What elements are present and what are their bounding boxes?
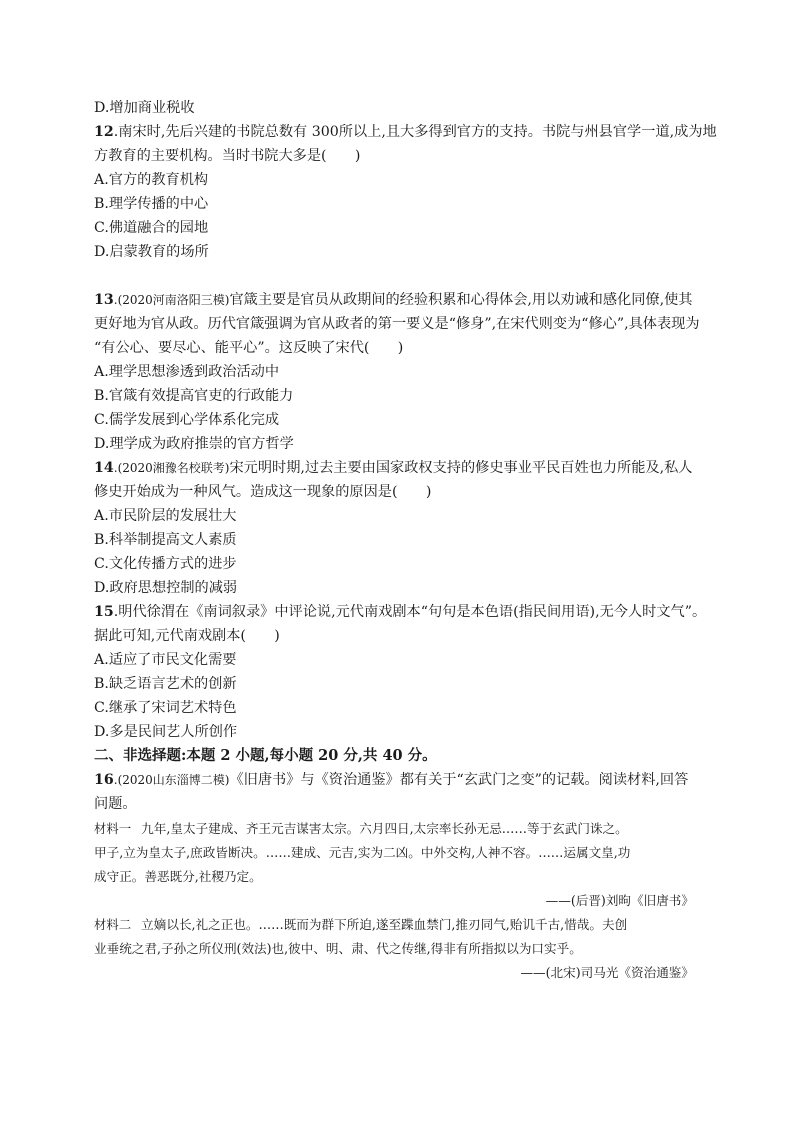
q13-source: .(2020河南洛阳三模) (113, 293, 230, 307)
q12-option-b: B.理学传播的中心 (94, 196, 209, 212)
q15-option-c: C.继承了宋词艺术特色 (94, 700, 237, 716)
material-2-label: 材料二 (94, 917, 132, 932)
q13-option-b: B.官箴有效提高官吏的行政能力 (94, 388, 294, 404)
material-2-text: 立嫡以长,礼之正也。……既而为群下所迫,遂至蹀血禁门,推刃同气,贻讥千古,惜哉。夫创 (141, 917, 628, 932)
q12-stem-line2: 方教育的主要机构。当时书院大多是( ) (94, 148, 361, 164)
q14-stem-line2: 修史开始成为一种风气。造成这一现象的原因是( ) (94, 484, 432, 500)
material-2-line1 (94, 914, 627, 936)
material-2-source: ——(北宋)司马光《资治通鉴》 (520, 965, 694, 980)
q15-stem-text: .明代徐渭在《南词叙录》中评论说,元代南戏剧本“句句是本色语(指民间用语),无今人时文气”。 (113, 604, 707, 620)
q14-stem-line1 (94, 456, 693, 480)
material-1-source: ——(后晋)刘昫《旧唐书》 (545, 893, 694, 908)
q12-number: 12 (94, 124, 114, 140)
material-1-line2: 甲子,立为皇太子,庶政皆断决。……建成、元吉,实为二凶。中外交构,人神不容。……运属文皇,功 (94, 845, 631, 860)
q16-stem-text: 《旧唐书》与《资治通鉴》都有关于“玄武门之变”的记载。阅读材料,回答 (229, 772, 689, 788)
q14-stem-text: 宋元明时期,过去主要由国家政权支持的修史事业平民百姓也力所能及,私人 (229, 460, 693, 476)
q12-stem-text: .南宋时,先后兴建的书院总数有 300所以上,且大多得到官方的支持。书院与州县官学一道,成为地 (113, 124, 717, 140)
material-1-text: 九年,皇太子建成、齐王元吉谋害太宗。六月四日,太宗率长孙无忌……等于玄武门诛之。 (141, 821, 628, 836)
q13-option-c: C.儒学发展到心学体系化完成 (94, 412, 280, 428)
q13-stem-line2: 更好地为官从政。历代官箴强调为官从政者的第一要义是“修身”,在宋代则变为“修心”,具体表现为 (94, 316, 700, 332)
q12-stem-line1 (94, 120, 717, 144)
q16-source: .(2020山东淄博二模) (113, 773, 230, 787)
material-1-line3: 成守正。善恶既分,社稷乃定。 (94, 869, 262, 884)
q13-stem-line3: “有公心、要尽心、能平心”。这反映了宋代( ) (94, 340, 404, 356)
q14-option-a: A.市民阶层的发展壮大 (94, 508, 237, 524)
material-2-line2: 业垂统之君,子孙之所仪刑(效法)也,彼中、明、肃、代之传继,得非有所指拟以为口实乎。 (94, 941, 582, 956)
q15-stem-line1 (94, 600, 706, 624)
q11-option-d: D.增加商业税收 (94, 100, 195, 116)
q15-number: 15 (94, 604, 114, 620)
q13-number: 13 (94, 292, 114, 308)
q12-option-d: D.启蒙教育的场所 (94, 244, 209, 260)
q15-option-d: D.多是民间艺人所创作 (94, 724, 238, 740)
q14-source: .(2020湘豫名校联考) (113, 461, 230, 475)
q13-stem-line1 (94, 288, 693, 312)
q13-option-a: A.理学思想渗透到政治活动中 (94, 364, 280, 380)
q12-option-c: C.佛道融合的园地 (94, 220, 209, 236)
q15-stem-line2: 据此可知,元代南戏剧本( ) (94, 628, 280, 644)
q14-option-c: C.文化传播方式的进步 (94, 556, 237, 572)
q13-stem-text: 官箴主要是官员从政期间的经验积累和心得体会,用以劝诫和感化同僚,使其 (229, 292, 693, 308)
q12-option-a: A.官方的教育机构 (94, 172, 209, 188)
material-1-line1 (94, 818, 628, 840)
q14-option-b: B.科举制提高文人素质 (94, 532, 237, 548)
q16-number: 16 (94, 772, 114, 788)
q14-number: 14 (94, 460, 114, 476)
q16-stem-line2: 问题。 (94, 796, 137, 812)
material-1-label: 材料一 (94, 821, 132, 836)
q13-option-d: D.理学成为政府推崇的官方哲学 (94, 436, 294, 452)
section-2-heading: 二、非选择题:本题 2 小题,每小题 20 分,共 40 分。 (94, 747, 437, 764)
q14-option-d: D.政府思想控制的减弱 (94, 580, 238, 596)
q15-option-a: A.适应了市民文化需要 (94, 652, 237, 668)
q15-option-b: B.缺乏语言艺术的创新 (94, 676, 237, 692)
q16-stem-line1 (94, 768, 688, 792)
